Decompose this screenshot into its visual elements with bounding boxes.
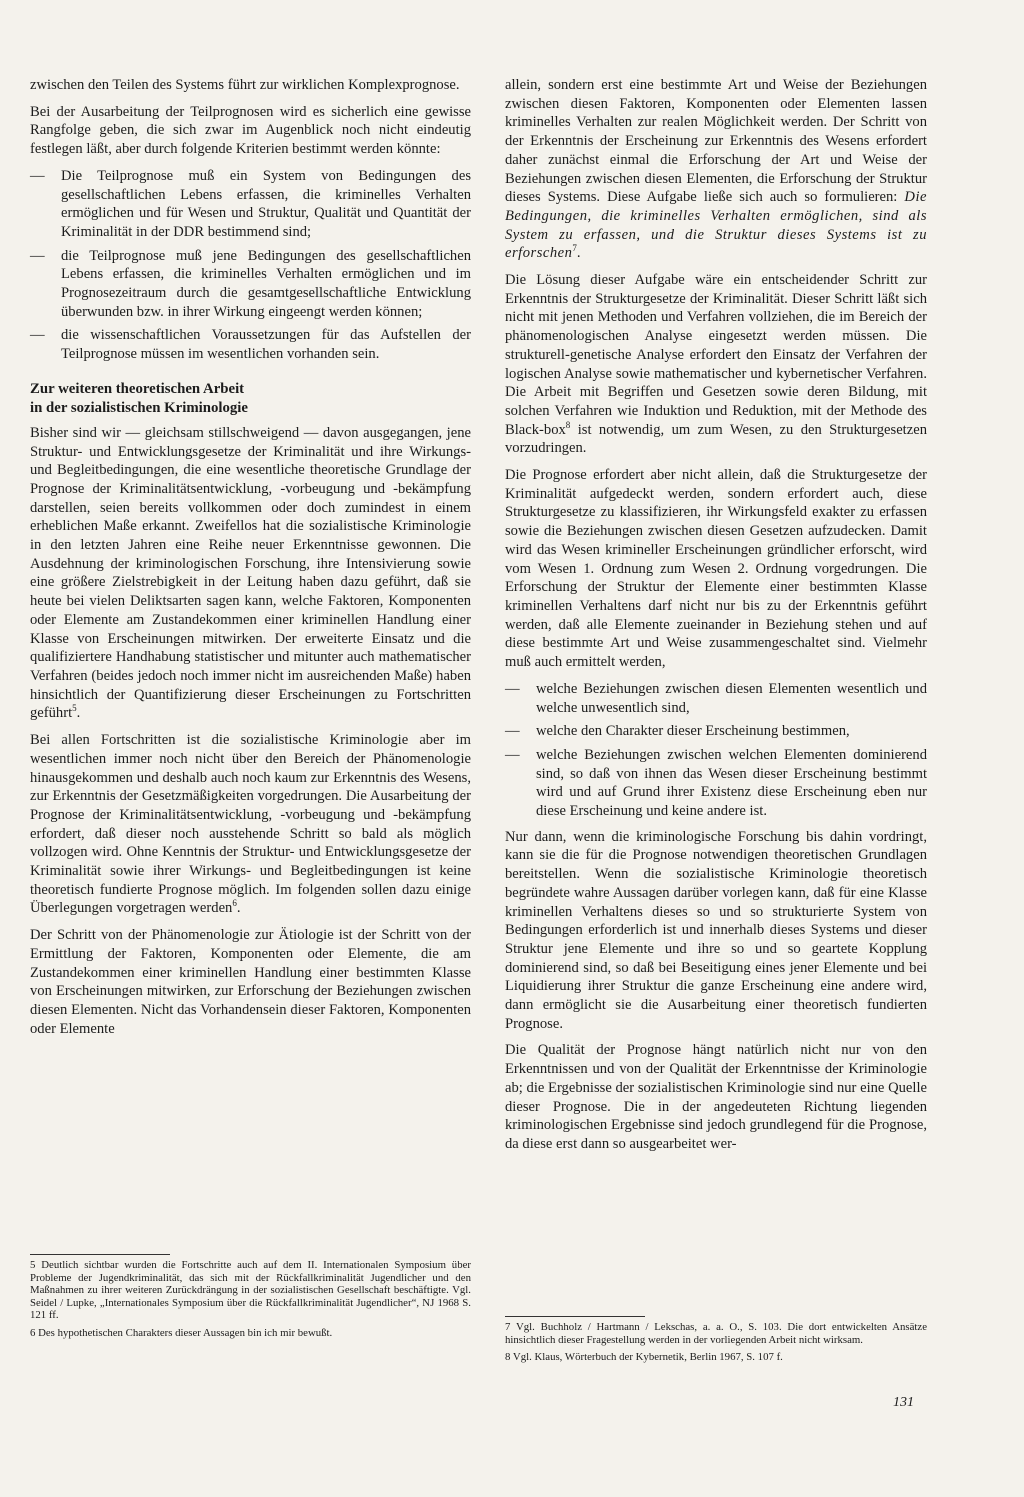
footnote-ref: 5 [72, 703, 77, 714]
footnote-divider [30, 1254, 170, 1255]
section-heading-line-1: Zur weiteren theoretischen Arbeit [30, 380, 245, 397]
list-item [505, 722, 927, 741]
list-item-text: welche den Charakter dieser Erscheinung bestimmen, [536, 723, 850, 740]
paragraph-text: Die Lösung dieser Aufgabe wäre ein entscheidender Schritt zur Erkenntnis der Strukturgesetze der Kriminalität. Dieser Schritt läßt sich nicht mit jenen Methoden und Verfahren vollziehen, die im Bereich der phänomenologischen Analyse eingesetzt werden müssen. Die strukturell-genetische Analyse erfordert den Einsatz der Verfahren der logischen Analyse sowie mathematischer und kybernetischer Verfahren. Die Arbeit mit Begriffen und Gesetzen sowie deren Bildung, mit solchen Verfahren wie Induktion und Reduktion, mit der Methode des Black-box [505, 272, 927, 438]
list-item [505, 680, 927, 717]
list-item [30, 326, 471, 363]
footnotes-right [505, 1316, 927, 1369]
paragraph [30, 424, 471, 723]
paragraph-text: Bisher sind wir — gleichsam stillschweigend — davon ausgegangen, jene Struktur- und Entwicklungsgesetze der Kriminalität und ihre Wirkungs- und Begleitbedingungen, die eine wesentliche theoretische Grundlage der Prognose der Kriminalitätsentwicklung, -vorbeugung und -bekämpfung darstellen, seien bereits vollkommen oder doch zumindest in einem erheblichen Maße erkannt. Zweifellos hat die sozialistische Kriminologie in den letzten Jahren eine Reihe neuer Erkenntnisse gewonnen. Die Ausdehnung der kriminologischen Forschung, ihre Intensivierung sowie eine größere Zielstrebigkeit in der Leitung haben dazu geführt, daß sie heute bei vielen Deliktsarten sagen kann, welche Faktoren, Komponenten oder Elemente am Zustandekommen einer kriminellen Handlung einer Klasse von Erscheinungen mitwirken. Der erweiterte Einsatz und die qualifiziertere Handhabung statistischer und mitunter auch mathematischer Verfahren (beides jedoch noch immer nicht im ausreichenden Maße) haben hinsichtlich der Quantifizierung dieser Erscheinungen zu Fortschritten geführt [30, 424, 471, 722]
footnote-divider [505, 1316, 645, 1317]
right-column [505, 76, 927, 1162]
paragraph: Bei der Ausarbeitung der Teilprognosen wird es sicherlich eine gewisse Rangfolge geben, die sich zwar im Augenblick noch nicht eindeutig festlegen läßt, aber durch folgende Kriterien bestimmt werden könnte: [30, 103, 471, 158]
dash-bullet: — [30, 247, 45, 264]
paragraph-text: allein, sondern erst eine bestimmte Art und Weise der Beziehungen zwischen diesen Faktoren, Komponenten oder Elementen lassen kriminelles Verhalten zur realen Möglichkeit werden. Der Schritt von der Erkenntnis der Erscheinung zur Erkenntnis des Wesens erfordert daher zunächst einmal die Erforschung der Art und Weise der Beziehungen zwischen diesen Elementen, die Erforschung der Struktur dieses Systems. Diese Aufgabe ließe sich auch so formulieren: [505, 77, 927, 206]
section-heading-line-2: in der sozialistischen Kriminologie [30, 399, 248, 416]
paragraph: zwischen den Teilen des Systems führt zur wirklichen Komplexprognose. [30, 77, 460, 93]
footnote-ref: 8 [565, 419, 571, 430]
dash-bullet: — [505, 746, 520, 763]
paragraph [505, 76, 927, 263]
footnotes-left [30, 1254, 471, 1345]
paragraph [505, 271, 927, 458]
list-item-text: die Teilprognose muß jene Bedingungen des gesellschaftlichen Lebens erfassen, die kriminelles Verhalten ermöglichen und im Prognosezeitraum durch die gesamtgesellschaftliche Entwicklung überwunden bzw. in ihrer Wirkung eingeengt werden können; [61, 247, 471, 320]
paragraph-end: . [236, 900, 241, 917]
paragraph [30, 731, 471, 918]
paragraph: Nur dann, wenn die kriminologische Forschung bis dahin vordringt, kann sie die für die Prognose notwendigen theoretischen Grundlagen bereitstellen. Wenn die sozialistische Kriminologie theoretisch begründete wahre Aussagen darüber vorlegen kann, daß für eine Klasse kriminellen Verhaltens dieses so und so strukturierte System von Bedingungen erforderlich ist und innerhalb dieses Systems und dieser Struktur jene Elemente und ihre so und so geartete Kopplung dominierend sind, so daß bei Beseitigung eines jener Elemente und bei Liquidierung ihrer Struktur die ganze Erscheinung eine andere wird, dann ermöglicht sie die Ausarbeitung einer theoretisch fundierten Prognose. [505, 828, 927, 1032]
dash-bullet: — [505, 680, 520, 697]
paragraph-text: ist notwendig, um zum Wesen, zu den Strukturgesetzen vorzudringen. [505, 421, 927, 457]
section-heading [30, 380, 471, 418]
paragraph-end: . [76, 705, 81, 722]
list-item-text: welche Beziehungen zwischen welchen Elementen dominierend sind, so daß von ihnen das Wesen dieser Erscheinung bestimmt wird und auf Grund ihrer Existenz diese Erscheinung eben nur diese Erscheinung und keine andere ist. [536, 746, 927, 820]
list-item [30, 167, 471, 242]
footnote: 8 Vgl. Klaus, Wörterbuch der Kybernetik, Berlin 1967, S. 107 f. [505, 1351, 783, 1364]
paragraph-text: Bei allen Fortschritten ist die sozialistische Kriminologie aber im wesentlichen immer noch nicht über den Bereich der Phänomenologie hinausgekommen und deshalb auch noch kaum zur Erkenntnis des Wesens, zur Erkenntnis der Gesetzmäßigkeiten vorgedrungen. Die Ausarbeitung der Prognose der Kriminalitätsentwicklung, -vorbeugung und -bekämpfung erfordert, daß dieser noch ausstehende Schritt so bald als möglich vollzogen wird. Ohne Kenntnis der Struktur- und Entwicklungsgesetze der Kriminalität sowie ihrer Wirkungs- und Begleitbedingungen ist keine theoretisch fundierte Prognose möglich. Im folgenden sollen dazu einige Überlegungen vorgetragen werden [30, 732, 471, 917]
dash-bullet: — [30, 327, 45, 344]
paragraph: Der Schritt von der Phänomenologie zur Ätiologie ist der Schritt von der Ermittlung der Faktoren, Komponenten oder Elemente, die am Zustandekommen einer kriminellen Handlung einer bestimmten Klasse von Erscheinungen mitwirken, zur Erforschung der Beziehungen zwischen diesen Elementen. Nicht das Vorhandensein dieser Faktoren, Komponenten oder Elemente [30, 927, 471, 1037]
dash-bullet: — [505, 723, 520, 740]
emphasized-text: Die Bedingungen, die kriminelles Verhalten ermöglichen, sind als System zu erfassen, und die Struktur dieses Systems ist zu erforschen [505, 189, 927, 262]
paragraph: Die Qualität der Prognose hängt natürlich nicht nur von den Erkenntnissen und von der Qualität der Erkenntnisse der Kriminologie ab; die Ergebnisse der sozialistischen Kriminologie sind nur eine Quelle dieser Prognose. Die in der angedeuteten Richtung liegenden kriminologischen Ergebnisse sind jedoch grundlegend für die Prognose, da diese erst dann so ausgearbeitet wer- [505, 1042, 927, 1152]
list-item [505, 746, 927, 821]
footnote-ref: 7 [572, 243, 577, 254]
dash-bullet: — [30, 167, 45, 184]
footnote: 6 Des hypothetischen Charakters dieser Aussagen bin ich mir bewußt. [30, 1326, 333, 1339]
left-column [30, 76, 471, 1046]
footnote: 5 Deutlich sichtbar wurden die Fortschritte auch auf dem II. Internationalen Symposium über Probleme der Jugendkriminalität, das sich mit der Rückfallkriminalität Jugendlicher und den Maßnahmen zu ihrer weiteren Zurückdrängung in der sozialistischen Gesellschaft beschäftigte. Vgl. Seidel / Lupke, „Internationales Symposium über die Rückfallkriminalität Jugendlicher“, NJ 1968 S. 121 ff. [30, 1259, 471, 1322]
list-item-text: Die Teilprognose muß ein System von Bedingungen des gesellschaftlichen Lebens erfassen, die kriminelles Verhalten ermöglichen und für Wesen und Struktur, Qualität und Quantität der Kriminalität in der DDR bestimmend sind; [61, 167, 471, 240]
paragraph: Die Prognose erfordert aber nicht allein, daß die Strukturgesetze der Kriminalität aufgedeckt werden, sondern erfordert auch, diese Strukturgesetze zu klassifizieren, ihr Wirkungsfeld exakter zu erfassen sowie die Beziehungen zwischen diesen Gesetzen aufzudecken. Damit wird das Wesen krimineller Erscheinungen gründlicher erforscht, wird vom Wesen 1. Ordnung zum Wesen 2. Ordnung vorgedrungen. Die Erforschung der Struktur der Elemente einer bestimmten Klasse kriminellen Verhaltens darf nicht nur bis zu der Erkenntnis geführt werden, daß alle Elemente zueinander in Beziehung stehen und auf diese bestimmte Art und Weise zusammengeschaltet sind. Vielmehr muß auch ermittelt werden, [505, 467, 927, 671]
list-item-text: die wissenschaftlichen Voraussetzungen für das Aufstellen der Teilprognose müssen im wesentlichen vorhanden sein. [61, 327, 471, 363]
page-number: 131 [893, 1395, 914, 1410]
list-item-text: welche Beziehungen zwischen diesen Elementen wesentlich und welche unwesentlich sind, [536, 680, 927, 716]
conditions-list [505, 680, 927, 821]
footnote: 7 Vgl. Buchholz / Hartmann / Lekschas, a. a. O., S. 103. Die dort entwickelten Ansätze hinsichtlich dieser Fragestellung werden in der vorliegenden Arbeit nicht wirksam. [505, 1321, 927, 1346]
criteria-list [30, 167, 471, 364]
footnote-ref: 6 [232, 898, 237, 909]
paragraph-end: . [576, 245, 581, 262]
list-item [30, 247, 471, 322]
